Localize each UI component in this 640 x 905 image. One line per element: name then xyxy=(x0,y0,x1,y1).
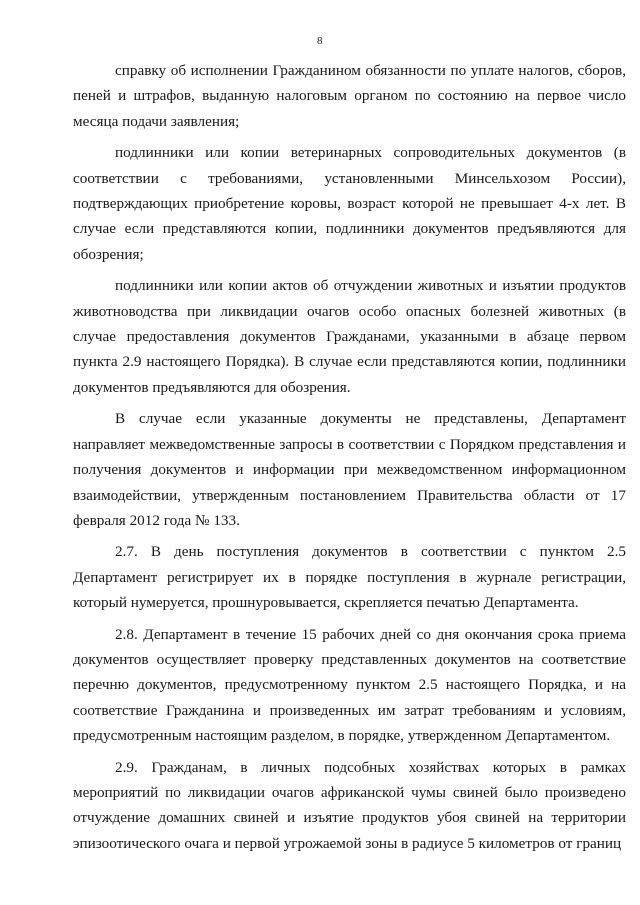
paragraph-clause-2-9: 2.9. Гражданам, в личных подсобных хозяйствах которых в рамках мероприятий по ликвидации очагов африканской чумы свиней было произведено отчуждение домашних свиней и изъятие продуктов убоя свиней на территории эпизоотического очага и первой угрожаемой зоны в радиусе 5 километров от границ xyxy=(73,758,626,852)
page-number: 8 xyxy=(317,35,323,47)
paragraph-clause-2-8: 2.8. Департамент в течение 15 рабочих дней со дня окончания срока приема документов осуществляет проверку представленных документов на соответствие перечню документов, предусмотренному пунктом 2.5 настоящего Порядка, и на соответствие Гражданина и произведенных им затрат требованиям и условиям, предусмотренным настоящим разделом, в порядке, утвержденном Департаментом. xyxy=(73,625,626,745)
paragraph-tax-certificate: справку об исполнении Гражданином обязанности по уплате налогов, сборов, пеней и штрафов, выданную налоговым органом по состоянию на первое число месяца подачи заявления; xyxy=(73,62,626,130)
paragraph-veterinary-documents: подлинники или копии ветеринарных сопроводительных документов (в соответствии с требованиями, установленными Минсельхозом России), подтверждающих приобретение коровы, возраст которой не превышает 4-х лет. В случае если представляются копии, подлинники документов предъявляются для обозрения; xyxy=(73,144,626,263)
paragraph-clause-2-7: 2.7. В день поступления документов в соответствии с пунктом 2.5 Департамент регистрирует их в порядке поступления в журнале регистрации, который нумеруется, прошнуровывается, скрепляется печатью Департамента. xyxy=(73,543,626,612)
paragraph-interagency-requests: В случае если указанные документы не представлены, Департамент направляет межведомственные запросы в соответствии с Порядком представления и получения документов и информации при межведомственном информационном взаимодействии, утвержденным постановлением Правительства области от 17 февраля 2012 года № 133. xyxy=(73,410,626,529)
paragraph-alienation-acts: подлинники или копии актов об отчуждении животных и изъятии продуктов животноводства при ликвидации очагов особо опасных болезней животных (в случае предоставления документов Гражданами, указанными в абзаце первом пункта 2.9 настоящего Порядка). В случае если представляются копии, подлинники документов предъявляются для обозрения. xyxy=(73,277,626,396)
document-body xyxy=(73,58,626,856)
